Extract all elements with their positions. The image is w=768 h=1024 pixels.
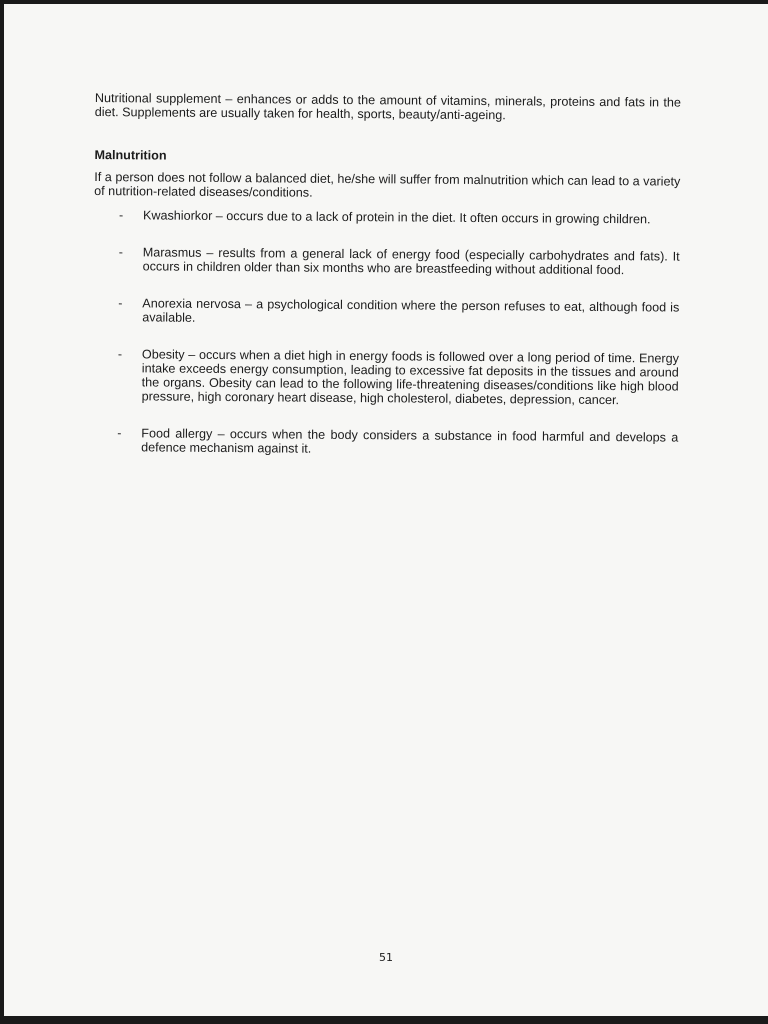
list-item-kwashiorkor (94, 208, 680, 227)
list-item-anorexia (93, 296, 679, 329)
page-content (92, 91, 681, 482)
malnutrition-lead-paragraph: If a person does not follow a balanced diet, he/she will suffer from malnutrition which can lead to a variety of nutrition-related diseases/conditions. (94, 169, 681, 200)
document-page (4, 4, 768, 1016)
list-item-text: Anorexia nervosa – a psychological condition where the person refuses to eat, although food is available. (142, 296, 680, 325)
list-bullet: - (117, 426, 122, 441)
list-item-text: Marasmus – results from a general lack of energy food (especially carbohydrates and fats). It occurs in children older than six months who are breastfeeding without additional food. (142, 245, 680, 278)
conditions-list (92, 208, 680, 459)
list-bullet: - (117, 347, 123, 362)
list-bullet: - (118, 296, 123, 311)
list-item-text: Obesity – occurs when a diet high in energy foods is followed over a long period of time. Energy intake exceeds energy consumption, leading to excessive fat deposits in the tissues and around the organs. Obesity can lead to the following life-threatening diseases/conditions like high blood pressure, high coronary heart disease, high cholesterol, diabetes, depression, cancer. (141, 347, 679, 408)
list-item-text: Food allergy – occurs when the body considers a substance in food harmful and develops a defence mechanism against it. (141, 426, 679, 456)
supplement-paragraph: Nutritional supplement – enhances or adds to the amount of vitamins, minerals, proteins and fats in the diet. Supplements are usually taken for health, sports, beauty/anti-ageing. (94, 91, 681, 123)
list-item-text: Kwashiorkor – occurs due to a lack of protein in the diet. It often occurs in growing children. (142, 208, 651, 227)
page-number: 51 (379, 951, 393, 964)
list-item-obesity (93, 347, 679, 408)
section-heading: Malnutrition (94, 147, 167, 163)
list-bullet: - (118, 208, 124, 223)
list-bullet: - (118, 245, 123, 260)
list-item-marasmus (94, 245, 680, 278)
list-item-food-allergy (92, 426, 678, 459)
